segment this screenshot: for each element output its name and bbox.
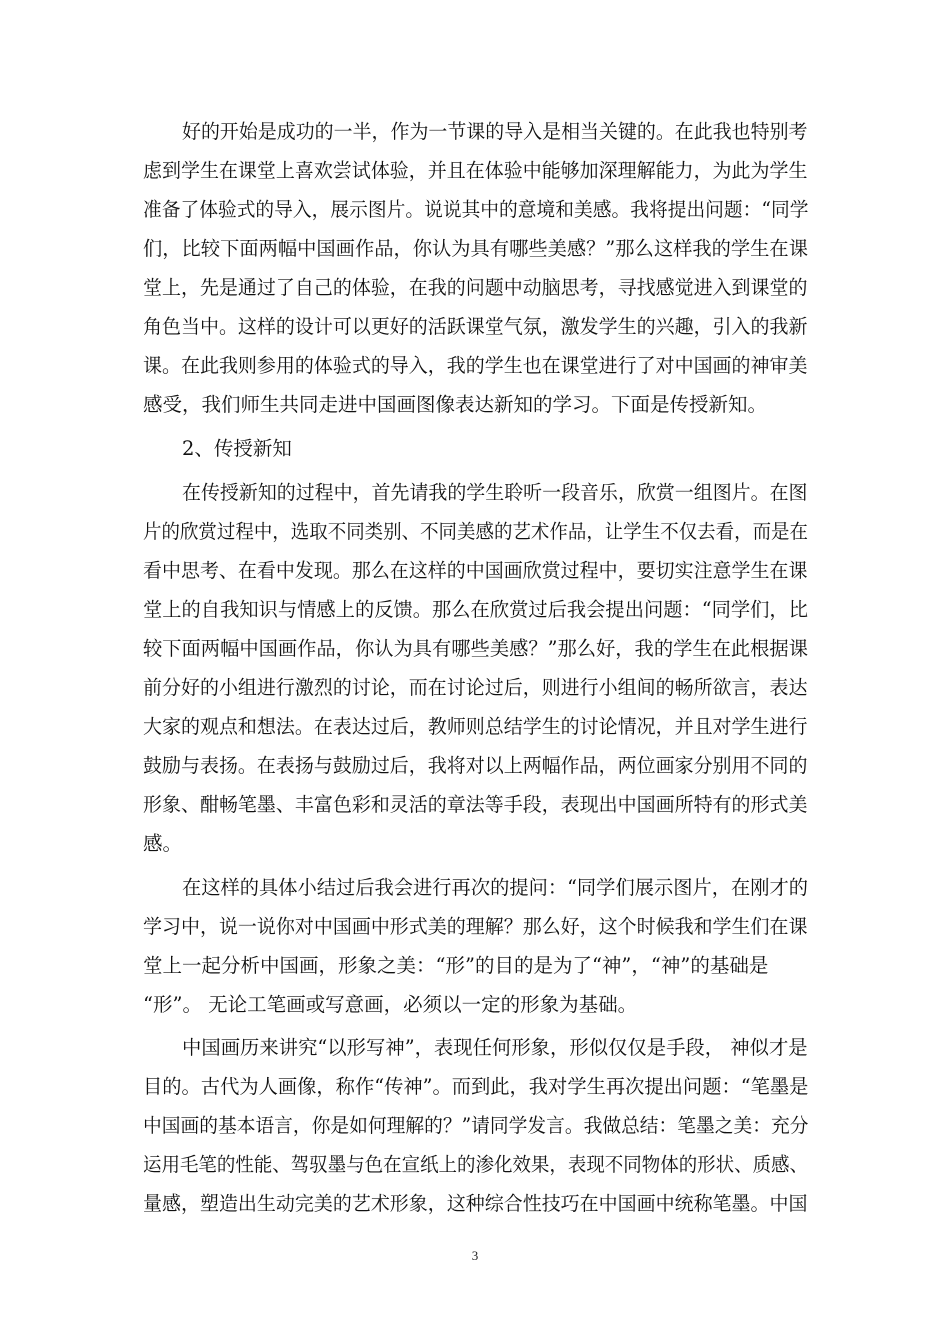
text-line: 堂上，先是通过了自己的体验，在我的问题中动脑思考，寻找感觉进入到课堂的 [143, 276, 808, 299]
text-line: 看中思考、在看中发现。那么在这样的中国画欣赏过程中，要切实注意学生在课 [143, 559, 808, 582]
text-line: 较下面两幅中国画作品，你认为具有哪些美感？”那么好，我的学生在此根据课 [143, 637, 808, 660]
text-line: 中国画的基本语言，你是如何理解的？”请同学发言。我做总结：笔墨之美：充分 [143, 1114, 809, 1137]
text-line: 课。在此我则参用的体验式的导入，我的学生也在课堂进行了对中国画的神审美 [143, 354, 808, 377]
page-number: 3 [471, 1248, 479, 1263]
text-line: 量感，塑造出生动完美的艺术形象，这种综合性技巧在中国画中统称笔墨。中国 [143, 1192, 808, 1215]
text-line: 目的。古代为人画像，称作“传神”。而到此，我对学生再次提出问题：“笔墨是 [143, 1075, 809, 1098]
text-line: 形象、酣畅笔墨、丰富色彩和灵活的章法等手段，表现出中国画所特有的形式美 [143, 793, 808, 816]
text-line: 中国画历来讲究“以形写神”，表现任何形象，形似仅仅是手段， 神似才是 [182, 1036, 808, 1059]
text-line: 运用毛笔的性能、驾驭墨与色在宣纸上的渗化效果，表现不同物体的形状、质感、 [143, 1153, 809, 1176]
text-line: 学习中，说一说你对中国画中形式美的理解？那么好，这个时候我和学生们在课 [143, 915, 808, 938]
text-line: 鼓励与表扬。在表扬与鼓励过后，我将对以上两幅作品，两位画家分别用不同的 [143, 754, 808, 777]
text-line: 角色当中。这样的设计可以更好的活跃课堂气氛，激发学生的兴趣，引入的我新 [143, 315, 808, 338]
text-line: 片的欣赏过程中，选取不同类别、不同美感的艺术作品，让学生不仅去看，而是在 [143, 520, 809, 543]
text-line: 堂上的自我知识与情感上的反馈。那么在欣赏过后我会提出问题：“同学们，比 [143, 598, 808, 621]
text-line: 大家的观点和想法。在表达过后，教师则总结学生的讨论情况，并且对学生进行 [143, 715, 808, 738]
text-line: 堂上一起分析中国画，形象之美：“形”的目的是为了“神”，“神”的基础是 [143, 954, 769, 977]
text-line: 感。 [143, 832, 183, 855]
section-heading: 2、传授新知 [182, 437, 292, 460]
text-line: 感受，我们师生共同走进中国画图像表达新知的学习。下面是传授新知。 [143, 393, 768, 416]
text-line: 好的开始是成功的一半，作为一节课的导入是相当关键的。在此我也特别考 [182, 120, 808, 143]
text-line: 前分好的小组进行激烈的讨论，而在讨论过后，则进行小组间的畅所欲言，表达 [143, 676, 808, 699]
text-line: 虑到学生在课堂上喜欢尝试体验，并且在体验中能够加深理解能力，为此为学生 [143, 159, 808, 182]
text-line: 在传授新知的过程中，首先请我的学生聆听一段音乐，欣赏一组图片。在图 [182, 481, 808, 504]
text-line: 们，比较下面两幅中国画作品，你认为具有哪些美感？”那么这样我的学生在课 [143, 237, 808, 260]
text-line: “形”。 无论工笔画或写意画，必须以一定的形象为基础。 [143, 993, 638, 1016]
text-line: 准备了体验式的导入，展示图片。说说其中的意境和美感。我将提出问题：“同学 [143, 198, 809, 221]
text-line: 在这样的具体小结过后我会进行再次的提问：“同学们展示图片，在刚才的 [182, 876, 808, 899]
